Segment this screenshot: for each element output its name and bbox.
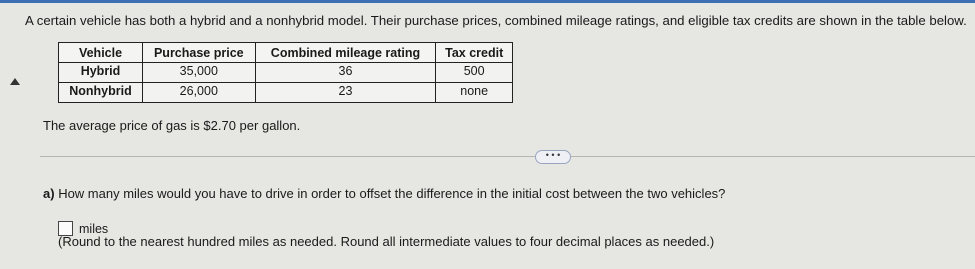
mileage-rating: 36 [255,63,436,83]
header-purchase-price: Purchase price [143,43,256,63]
table-header-row [59,43,513,63]
table-row [59,63,513,83]
gas-price-note: The average price of gas is $2.70 per gallon. [43,118,301,133]
header-vehicle: Vehicle [59,43,143,63]
question-label: a) [43,186,55,201]
problem-intro: A certain vehicle has both a hybrid and a nonhybrid model. Their purchase prices, combined mileage ratings, and eligible tax credits are shown in the table below. [25,13,967,28]
tax-credit: none [436,83,513,103]
purchase-price: 35,000 [143,63,256,83]
vehicle-name: Hybrid [59,63,143,83]
mileage-rating: 23 [255,83,436,103]
table-row [59,83,513,103]
more-button[interactable]: • • • [535,150,571,164]
section-divider [40,156,975,157]
vehicle-name: Nonhybrid [59,83,143,103]
top-accent-bar [0,0,975,3]
question-text: How many miles would you have to drive in order to offset the difference in the initial cost between the two vehicles? [58,186,726,201]
vehicle-table [58,42,513,103]
header-tax-credit: Tax credit [436,43,513,63]
question-a [43,186,725,201]
header-mileage: Combined mileage rating [255,43,436,63]
tax-credit: 500 [436,63,513,83]
purchase-price: 26,000 [143,83,256,103]
rounding-hint: (Round to the nearest hundred miles as needed. Round all intermediate values to four decimal places as needed.) [58,234,715,249]
answer-unit: miles [79,221,109,236]
collapse-arrow-icon[interactable] [10,78,20,85]
